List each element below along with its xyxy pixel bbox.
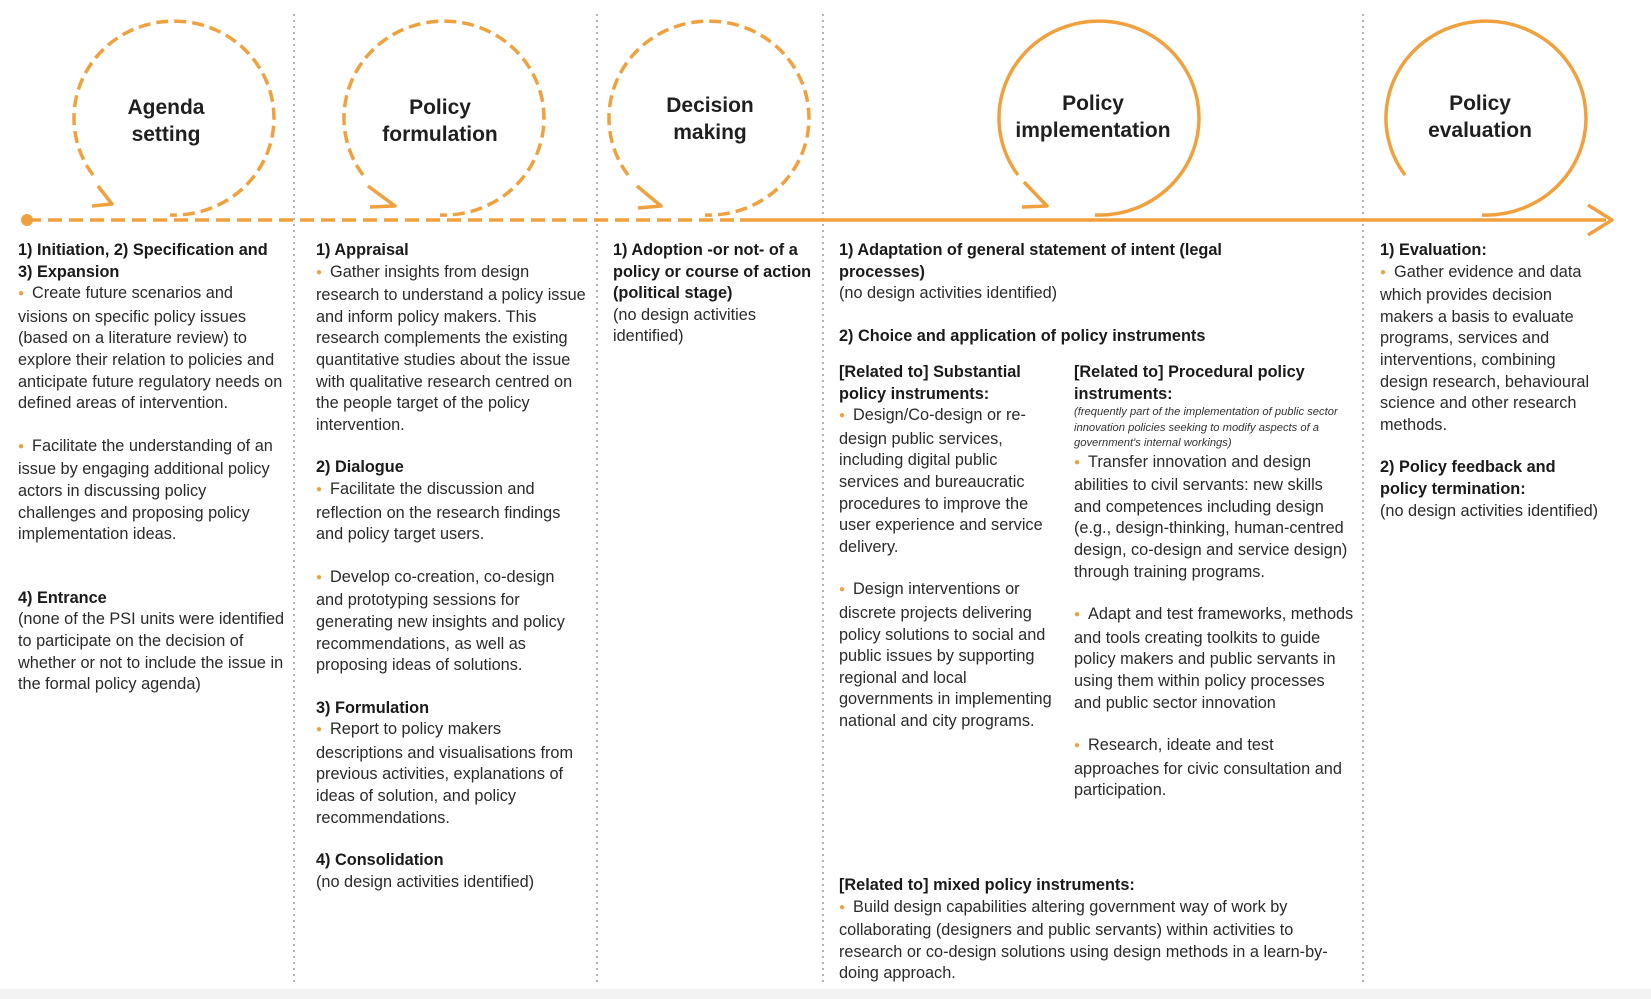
implementation-text-1: (no design activities identified)	[839, 284, 1058, 303]
stage-title-agenda	[86, 94, 246, 148]
evaluation-text-2: (no design activities identified)	[1380, 501, 1599, 520]
formulation-loop-arrow	[368, 186, 395, 207]
decision-text-1: (no design activities identified)	[613, 305, 756, 346]
formulation-bullet-3: ● Develop co-creation, co-design and prototyping sessions for generating new insights and policy recommendations, as well as proposing ideas of solutions.	[316, 567, 586, 677]
procedural-instruments	[1074, 362, 1354, 802]
formulation-heading-1: 1) Appraisal	[316, 241, 409, 259]
stage-evaluation-line1: Policy	[1449, 92, 1511, 115]
evaluation-column	[1380, 240, 1602, 522]
stage-title-evaluation	[1400, 90, 1560, 144]
evaluation-heading-1: 1) Evaluation:	[1380, 241, 1487, 259]
decision-heading-1: 1) Adoption -or not- of a policy or course of action (political stage)	[613, 241, 812, 303]
procedural-bullet-2: ● Adapt and test frameworks, methods and tools creating toolkits to guide policy makers and public servants in using them within policy processes and public sector innovation	[1074, 604, 1354, 714]
stage-formulation-line1: Policy	[409, 96, 471, 119]
agenda-heading-2: 4) Entrance	[18, 588, 107, 607]
stage-implementation-line2: implementation	[1015, 119, 1171, 142]
procedural-bullet-1: ● Transfer innovation and design abilities to civil servants: new skills and competences including design (e.g., design-thinking, human-centred design, co-design and service design) through training programs.	[1074, 452, 1354, 584]
mixed-instruments	[839, 875, 1349, 985]
stage-title-formulation	[360, 94, 520, 148]
stage-agenda-line1: Agenda	[127, 96, 205, 119]
stage-title-decision	[630, 92, 790, 146]
stage-formulation-line2: formulation	[382, 123, 498, 146]
implementation-loop-arrow	[1022, 182, 1047, 207]
formulation-heading-4: 4) Consolidation	[316, 851, 444, 870]
stage-title-implementation	[1003, 90, 1183, 144]
agenda-bullet-1: ● Create future scenarios and visions on specific policy issues (based on a literature review) to explore their relation to policies and anticipate future regulatory needs on defined areas of intervention.	[18, 283, 286, 415]
substantial-bullet-2: ● Design interventions or discrete projects delivering policy solutions to social and public issues by supporting regional and local governments in implementing national and city programs.	[839, 579, 1057, 732]
procedural-note: (frequently part of the implementation of public sector innovation policies seeking to modify aspects of a government's internal workings)	[1074, 406, 1338, 450]
formulation-bullet-4: ● Report to policy makers descriptions and visualisations from previous activities, explanations of ideas of solution, and policy recommendations.	[316, 719, 586, 829]
formulation-column	[316, 240, 586, 893]
agenda-column	[18, 240, 286, 696]
substantial-instruments	[839, 362, 1057, 733]
stage-implementation-line1: Policy	[1062, 92, 1124, 115]
formulation-text-4: (no design activities identified)	[316, 872, 535, 891]
implementation-heading-1: 1) Adaptation of general statement of intent (legal processes)	[839, 241, 1222, 281]
stage-decision-line1: Decision	[666, 94, 754, 117]
agenda-loop-arrow	[92, 186, 112, 206]
substantial-bullet-1: ● Design/Co-design or re-design public services, including digital public services and bureaucratic procedures to improve the user experience and service delivery.	[839, 405, 1057, 558]
agenda-heading-1: 1) Initiation, 2) Specification and 3) Expansion	[18, 241, 268, 281]
evaluation-bullet-1: ● Gather evidence and data which provides decision makers a basis to evaluate programs, services and interventions, combining design research, behavioural science and other research methods.	[1380, 262, 1602, 437]
procedural-bullet-3: ● Research, ideate and test approaches for civic consultation and participation.	[1074, 735, 1354, 802]
mixed-heading: [Related to] mixed policy instruments:	[839, 876, 1135, 894]
formulation-heading-2: 2) Dialogue	[316, 458, 404, 477]
timeline-start-dot	[21, 214, 33, 226]
footer-band	[0, 989, 1651, 999]
mixed-bullet-1: ● Build design capabilities altering government way of work by collaborating (designers and public servants) within activities to research or co-design solutions using design methods in a learn-by-doing approach.	[839, 897, 1349, 985]
formulation-bullet-2: ● Facilitate the discussion and reflection on the research findings and policy target users.	[316, 479, 586, 546]
stage-decision-line2: making	[673, 121, 747, 144]
implementation-column	[839, 240, 1349, 347]
agenda-bullet-2: ● Facilitate the understanding of an issue by engaging additional policy actors in discussing policy challenges and proposing policy implementation ideas.	[18, 436, 286, 546]
decision-column	[613, 240, 813, 348]
implementation-heading-2: 2) Choice and application of policy instruments	[839, 326, 1206, 345]
formulation-bullet-1: ● Gather insights from design research to understand a policy issue and inform policy makers. This research complements the existing quantitative studies about the issue with qualitative research centred on the people target of the policy intervention.	[316, 262, 586, 437]
decision-loop-arrow	[637, 186, 661, 208]
agenda-text-2: (none of the PSI units were identified to participate on the decision of whether or not to include the issue in the formal policy agenda)	[18, 610, 285, 694]
formulation-heading-3: 3) Formulation	[316, 698, 430, 717]
stage-evaluation-line2: evaluation	[1428, 119, 1532, 142]
evaluation-heading-2: 2) Policy feedback and policy termination:	[1380, 458, 1556, 498]
procedural-heading: [Related to] Procedural policy instruments:	[1074, 363, 1305, 403]
substantial-heading: [Related to] Substantial policy instruments:	[839, 363, 1021, 403]
stage-agenda-line2: setting	[131, 123, 201, 146]
